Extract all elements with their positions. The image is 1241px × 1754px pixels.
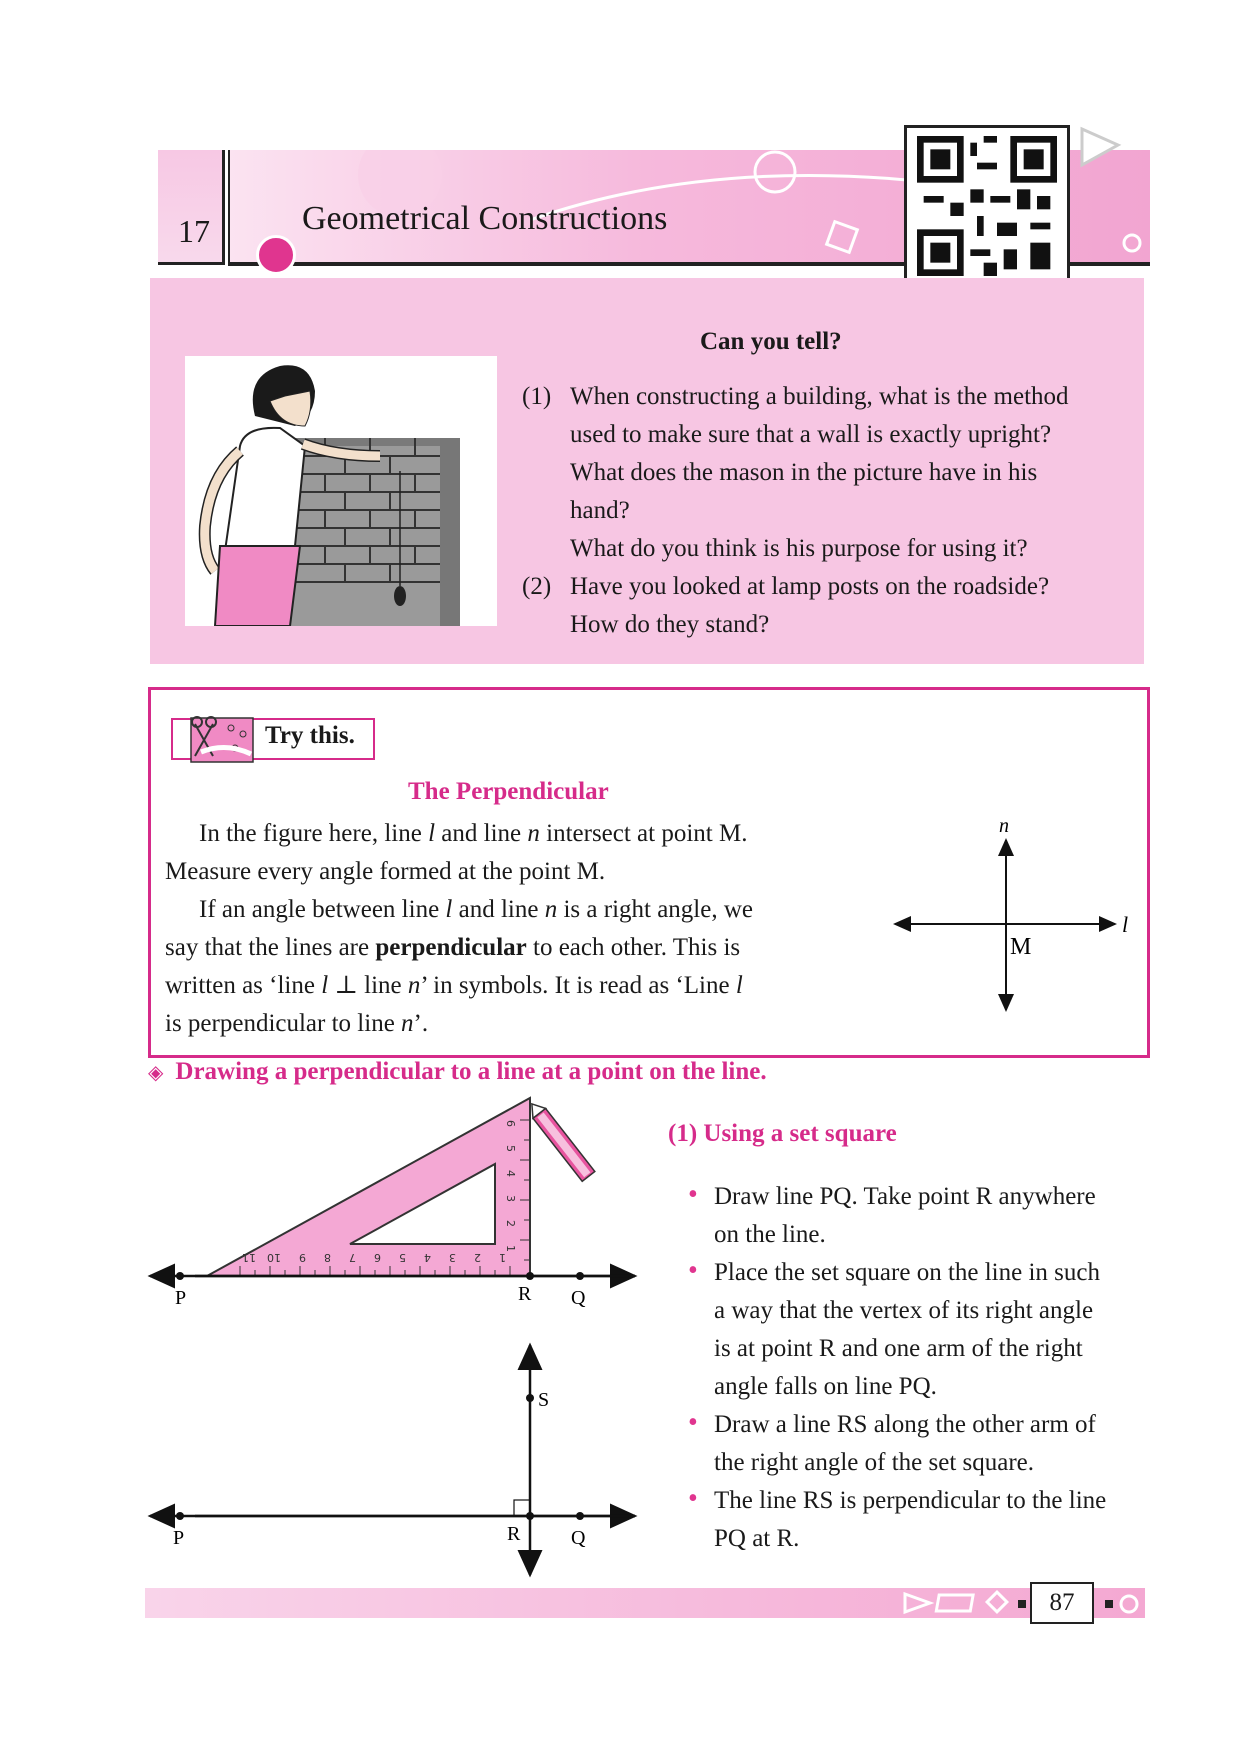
chapter-number: 17 [178,213,210,249]
ruler-mark: 6 [504,1120,517,1127]
section-heading [148,1058,767,1086]
question-1 [570,378,1135,568]
question-1-line: hand? [570,497,630,524]
chapter-number-box [158,150,225,265]
list-item: • The line RS is perpendicular to the line PQ at R. [714,1482,1144,1558]
bullet-icon: • [688,1483,698,1514]
ruler-mark: 9 [299,1251,306,1264]
question-1-line: What does the mason in the picture have in his [570,459,1038,486]
diamond-bullet-icon: ◈ [148,1062,164,1084]
sub-heading: (1) Using a set square [668,1120,897,1147]
label-q: Q [571,1287,586,1309]
label-n: n [999,815,1009,837]
ruler-mark: 10 [267,1251,281,1264]
label-r: R [507,1523,521,1545]
perpendicular-rs-figure [145,1340,645,1580]
ruler-mark: 6 [374,1251,381,1264]
question-2-line: How do they stand? [570,611,770,638]
page-number: 87 [1049,1589,1075,1616]
list-item: • Place the set square on the line in such a way that the vertex of its right angle is at point R and one arm of the right angle falls on line PQ. [714,1254,1144,1406]
footer-shapes-icon [900,1590,1040,1616]
footer-band [145,1588,1145,1618]
ruler-mark: 1 [499,1251,506,1264]
list-item: • Draw line PQ. Take point R anywhere on the line. [714,1178,1144,1254]
ruler-mark: 5 [399,1251,406,1264]
ruler-mark: 11 [242,1251,256,1264]
qr-code [904,125,1070,303]
bullet-icon: • [688,1407,698,1438]
can-you-tell-heading: Can you tell? [700,328,842,355]
question-2 [570,568,1135,644]
qr-code-icon [917,136,1057,276]
list-item: • Draw a line RS along the other arm of the right angle of the set square. [714,1406,1144,1482]
bullet-icon: • [688,1255,698,1286]
paragraph-1-line-1: In the figure here, line l and line n intersect at point M. [199,820,748,847]
footer-circle-icon [1105,1590,1145,1616]
paragraph-2-line-1: If an angle between line l and line n is a right angle, we [199,896,753,923]
ruler-mark: 4 [424,1251,431,1264]
question-1-line: used to make sure that a wall is exactly upright? [570,421,1052,448]
try-this-label [171,718,375,760]
paragraph-2-line-3: written as ‘line l ⊥ line n’ in symbols. It is read as ‘Line l [165,972,743,999]
paragraph-2-line-2: say that the lines are perpendicular to each other. This is [165,934,741,961]
label-r: R [518,1283,532,1305]
ruler-mark: 8 [324,1251,331,1264]
ruler-mark: 1 [504,1245,517,1252]
bullet-icon: • [688,1179,698,1210]
label-p: P [175,1287,187,1309]
set-square-figure [145,1090,645,1330]
try-this-text: Try this. [265,722,355,749]
ruler-mark: 5 [504,1145,517,1152]
bullet-list [688,1178,1144,1558]
scissors-tape-icon [181,712,257,766]
question-2-number: (2) [522,573,552,600]
question-1-line: What do you think is his purpose for using it? [570,535,1028,562]
chapter-title: Geometrical Constructions [302,200,668,237]
ruler-mark: 7 [349,1251,356,1264]
label-s: S [538,1389,550,1411]
play-triangle-icon [1078,125,1124,171]
question-2-line: Have you looked at lamp posts on the roadside? [570,573,1050,600]
ruler-mark: 2 [474,1251,481,1264]
paragraph-2-line-4: is perpendicular to line n’. [165,1010,429,1037]
label-l: l [1122,912,1129,937]
question-1-line: When constructing a building, what is the method [570,383,1069,410]
label-q: Q [571,1527,586,1549]
ruler-mark: 4 [504,1170,517,1177]
try-this-paragraph-1 [165,815,835,1043]
ruler-mark: 3 [504,1195,517,1202]
mason-illustration [185,356,497,626]
paragraph-1-line-2: Measure every angle formed at the point M. [165,858,606,885]
ruler-mark: 3 [449,1251,456,1264]
ruler-mark: 2 [504,1220,517,1227]
question-1-number: (1) [522,383,552,410]
label-p: P [173,1527,185,1549]
decorative-dot [256,235,296,275]
label-m: M [1010,934,1032,960]
page-number-box [1030,1582,1094,1624]
perpendicular-figure [880,810,1140,1020]
section-heading-text: Drawing a perpendicular to a line at a point on the line. [175,1058,767,1085]
pencil-icon [526,1099,595,1181]
perpendicular-title: The Perpendicular [408,778,609,805]
